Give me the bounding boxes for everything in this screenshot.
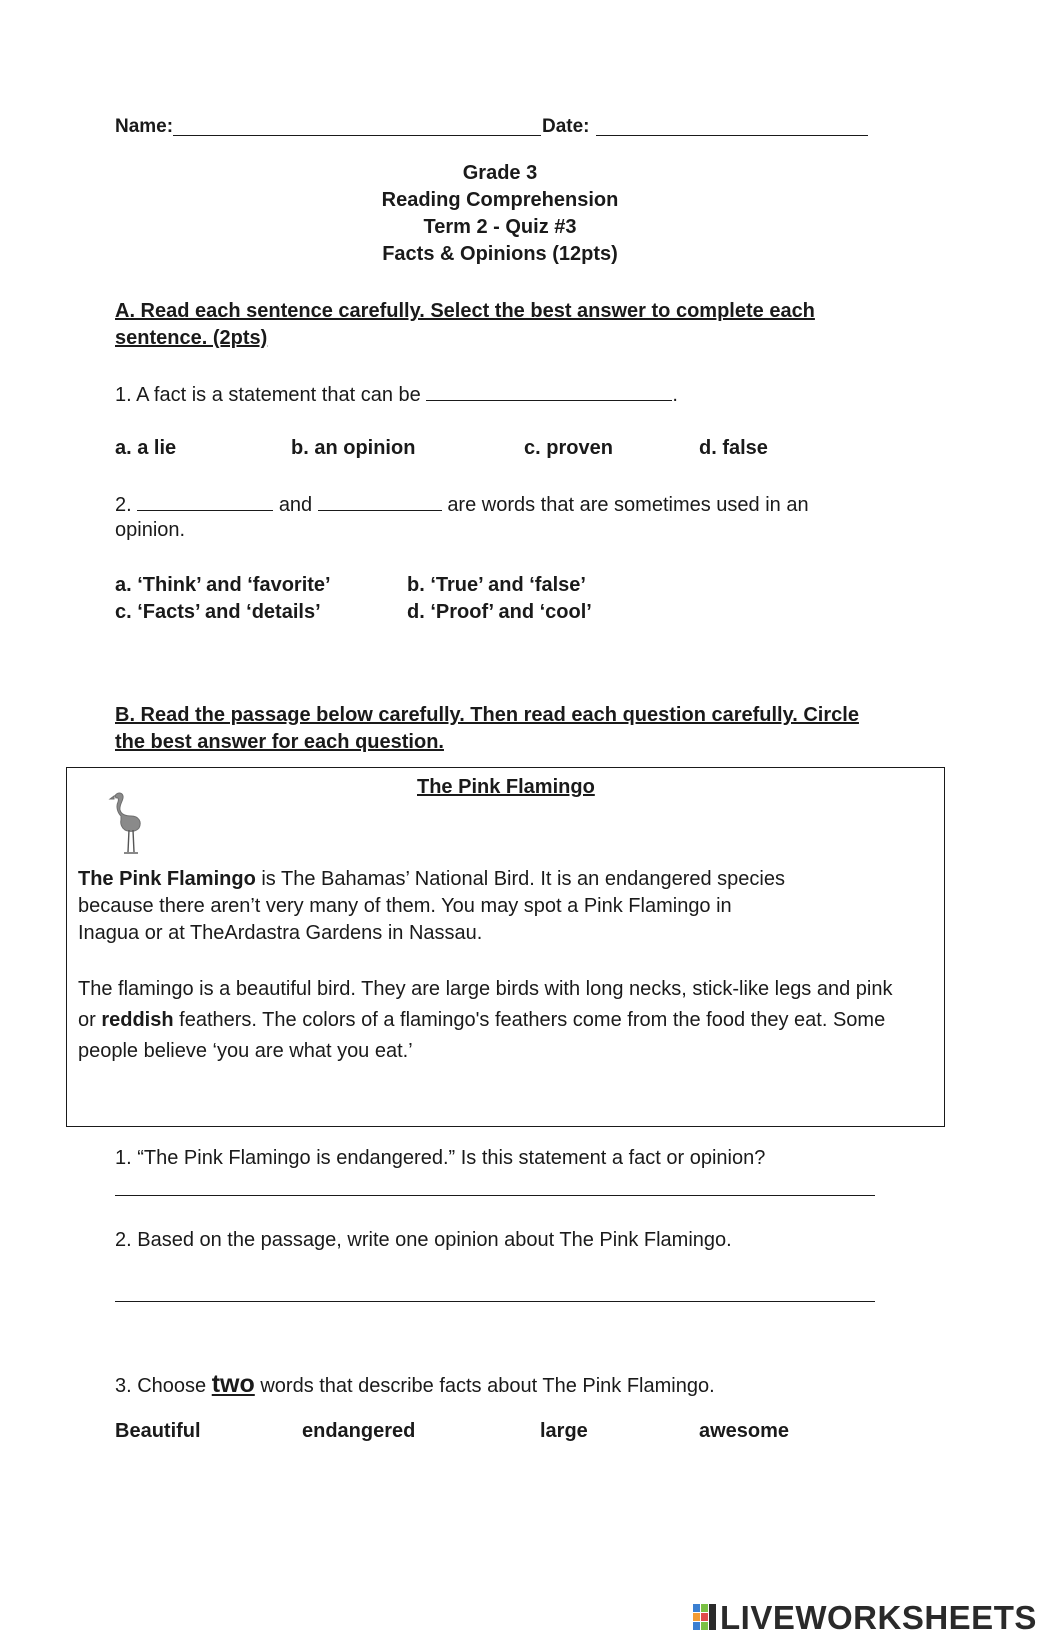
name-field[interactable]	[173, 135, 541, 136]
passage-p2-line2	[78, 1009, 885, 1032]
section-b-instructions-1: B. Read the passage below carefully. Then read each question carefully. Circle	[115, 704, 859, 726]
title-topic: Facts & Opinions (12pts)	[382, 243, 618, 265]
question-b3-pre: 3. Choose	[115, 1375, 212, 1397]
section-b-instructions-2: the best answer for each question.	[115, 731, 444, 753]
option-a1-a[interactable]: a. a lie	[115, 437, 177, 459]
option-a1-c[interactable]: c. proven	[524, 437, 613, 459]
question-b2: 2. Based on the passage, write one opinion about The Pink Flamingo.	[115, 1229, 732, 1251]
question-a2-blank-2[interactable]	[318, 492, 442, 511]
date-label: Date:	[542, 116, 590, 137]
date-field[interactable]	[596, 135, 868, 136]
title-subject: Reading Comprehension	[381, 189, 619, 211]
question-a2	[115, 492, 809, 517]
passage-p1-line3: Inagua or at TheArdastra Gardens in Nassau.	[78, 922, 483, 944]
question-a1-blank[interactable]	[426, 382, 672, 401]
name-label: Name:	[115, 116, 174, 137]
option-a2-c[interactable]: c. ‘Facts’ and ‘details’	[115, 601, 321, 623]
question-b1: 1. “The Pink Flamingo is endangered.” Is this statement a fact or opinion?	[115, 1147, 766, 1169]
option-b3-large[interactable]: large	[540, 1420, 588, 1442]
passage-p2-line1: The flamingo is a beautiful bird. They are large birds with long necks, stick-like legs and pink	[78, 978, 893, 1000]
question-b3-emphasis: two	[211, 1370, 255, 1398]
option-a2-a[interactable]: a. ‘Think’ and ‘favorite’	[115, 574, 331, 596]
passage-p2-line3: people believe ‘you are what you eat.’	[78, 1040, 413, 1062]
passage-p1-line1	[78, 868, 785, 891]
question-a2-and: and	[278, 494, 313, 516]
passage-box	[66, 767, 945, 1127]
passage-p1-line2: because there aren’t very many of them. You may spot a Pink Flamingo in	[78, 895, 732, 917]
question-a2-rest: are words that are sometimes used in an	[447, 494, 809, 516]
passage-p2-or: or	[78, 1009, 102, 1031]
option-b3-beautiful[interactable]: Beautiful	[115, 1420, 201, 1442]
question-a1-text: 1. A fact is a statement that can be	[115, 384, 421, 406]
option-a2-b[interactable]: b. ‘True’ and ‘false’	[407, 574, 586, 596]
question-a2-line2: opinion.	[115, 519, 186, 541]
liveworksheets-logo-icon	[692, 1603, 718, 1633]
passage-title: The Pink Flamingo	[417, 776, 595, 798]
question-a2-number: 2.	[115, 494, 132, 516]
flamingo-icon	[107, 790, 147, 858]
passage-p1-bold: The Pink Flamingo	[78, 868, 256, 890]
option-a1-d[interactable]: d. false	[699, 437, 768, 459]
passage-p2-bold: reddish	[101, 1009, 174, 1031]
question-a1-period: .	[672, 384, 678, 406]
title-term: Term 2 - Quiz #3	[423, 216, 577, 238]
question-a1	[115, 382, 678, 407]
answer-line-b2[interactable]	[115, 1301, 875, 1302]
question-b3-post: words that describe facts about The Pink Flamingo.	[254, 1375, 715, 1397]
answer-line-b1[interactable]	[115, 1195, 875, 1196]
liveworksheets-logo[interactable]	[692, 1598, 1037, 1638]
option-a1-b[interactable]: b. an opinion	[291, 437, 416, 459]
option-b3-awesome[interactable]: awesome	[699, 1420, 790, 1442]
passage-p1-line1-text: is The Bahamas’ National Bird. It is an endangered species	[255, 868, 785, 890]
option-a2-d[interactable]: d. ‘Proof’ and ‘cool’	[407, 601, 592, 623]
question-a2-blank-1[interactable]	[137, 492, 273, 511]
question-b3	[115, 1370, 715, 1399]
option-b3-endangered[interactable]: endangered	[302, 1420, 416, 1442]
title-grade: Grade 3	[462, 162, 538, 184]
section-a-instructions-2: sentence. (2pts)	[115, 327, 268, 349]
section-a-instructions-1: A. Read each sentence carefully. Select the best answer to complete each	[115, 300, 815, 322]
liveworksheets-logo-text: LIVEWORKSHEETS	[720, 1599, 1037, 1636]
passage-p2-line2-text: feathers. The colors of a flamingo's feathers come from the food they eat. Some	[173, 1009, 886, 1031]
